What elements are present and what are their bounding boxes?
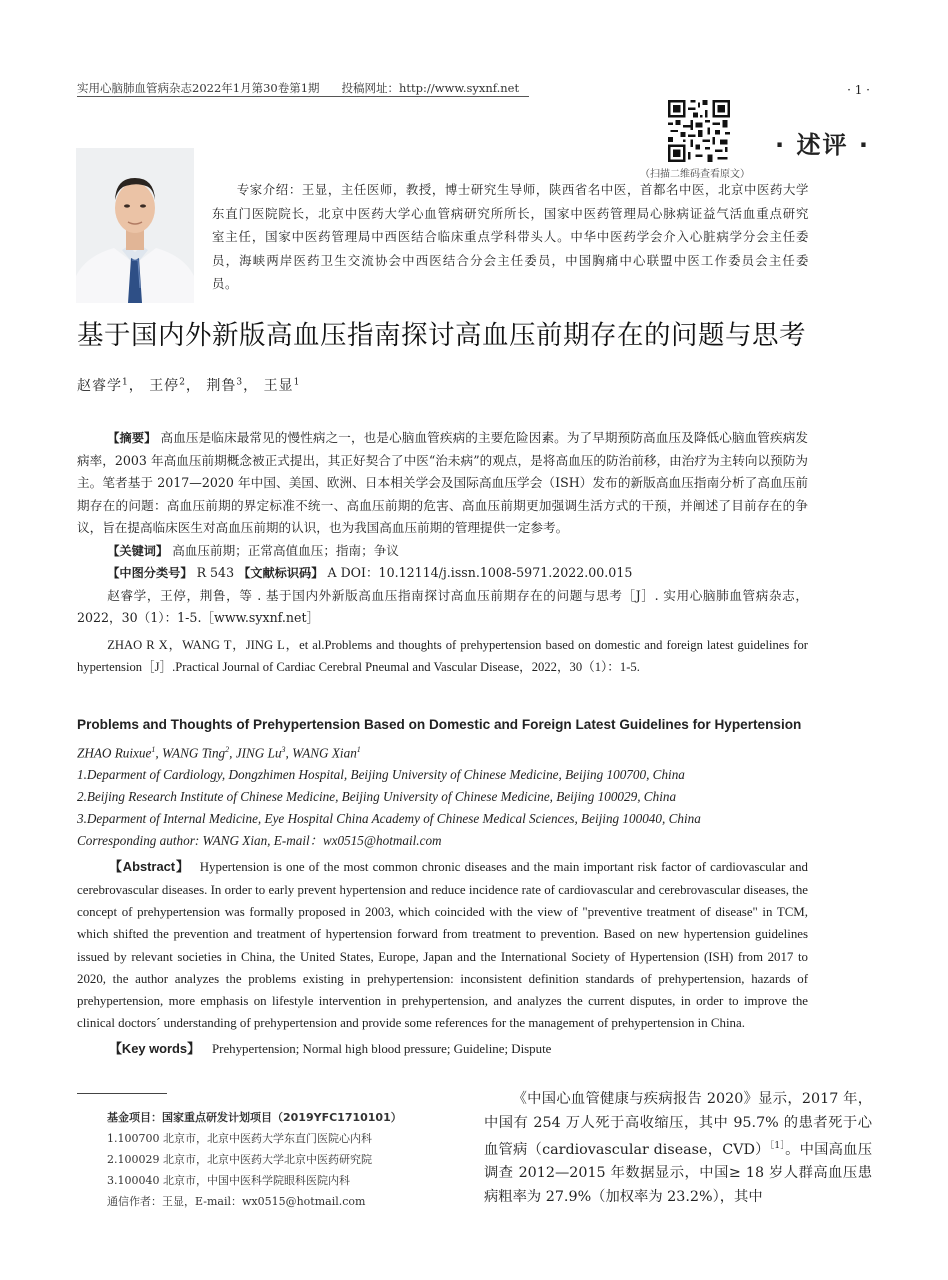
corresponding-author: Corresponding author: WANG Xian, E-mail：wx0515@hotmail.com — [77, 833, 442, 849]
affiliation: 1.Deparment of Cardiology, Dongzhimen Hospital, Beijing University of Chinese Medicine, Beijing 100700, China — [77, 767, 685, 783]
citation-cn: 赵睿学，王停，荆鲁，等 . 基于国内外新版高血压指南探讨高血压前期存在的问题与思考［J］. 实用心脑肺血管病杂志，2022，30（1）：1-5.［www.syxnf.net］ — [77, 587, 808, 625]
affiliation: 3.Deparment of Internal Medicine, Eye Hospital China Academy of Chinese Medical Sciences, Beijing 100040, China — [77, 811, 701, 827]
footnote-line: 1.100700 北京市，北京中医药大学东直门医院心内科 — [107, 1132, 372, 1145]
author-name: 荆鲁 — [206, 378, 237, 394]
abstract-en-text: Hypertension is one of the most common chronic diseases and the main important risk factor of cardiovascular and cerebrovascular diseases. In order to early prevent hypertension and reduce incidence rate of cardiovascular and cerebrovascular diseases, the concept of prehypertension was formally proposed in 2003, which coincided with the view of "preventive treatment of disease" in TCM, which shifted the prevention and treatment of hypertension forward from treatment to prevention. Based on new hypertension guidelines issued by relevant societies in China, the United States, Europe, Japan and the International Society of Hypertension (ISH) from 2017 to 2020, the author analyzes the problems existing in prehypertension: inconsistent definition standards of prehypertension, hazards of prehypertension, more emphasis on lifestyle intervention in prehypertension, and analyzes the current disputes, in order to improve the clinical doctors´ understanding of prehypertension and provide some references for the management of prehypertension in China. — [77, 860, 808, 1031]
author-affiliation-mark: 1 — [356, 745, 361, 754]
fund-note: 基金项目：国家重点研发计划项目（2019YFC1710101） — [107, 1111, 402, 1124]
author-name: 王显 — [263, 378, 294, 394]
page-number: · 1 · — [847, 83, 870, 97]
author-affiliation-mark: 1 — [151, 745, 156, 754]
expert-photo — [76, 148, 194, 303]
keywords-en-text: Prehypertension; Normal high blood pressure; Guideline; Dispute — [211, 1041, 552, 1056]
footnote-line: 通信作者：王显，E-mail：wx0515@hotmail.com — [107, 1195, 366, 1208]
keywords-cn-label: 【关键词】 — [107, 543, 169, 558]
author-name: WANG Xian — [292, 745, 357, 761]
footnote-line: 2.100029 北京市，北京中医药大学北京中医药研究院 — [107, 1153, 372, 1166]
author-name: 王停 — [149, 378, 180, 394]
reference-mark[interactable]: ［1］ — [769, 1141, 786, 1151]
body-text-column — [484, 1088, 872, 1209]
header-rule — [77, 96, 529, 97]
classification-line — [77, 562, 808, 585]
doc-code-value: A — [327, 565, 337, 580]
author-affiliation-mark: 2 — [225, 745, 230, 754]
abstract-en-label: 【Abstract】 — [109, 859, 190, 875]
article-title: 基于国内外新版高血压指南探讨高血压前期存在的问题与思考 — [77, 320, 806, 351]
abstract-cn — [77, 427, 808, 540]
author-affiliation-mark: 1 — [293, 377, 301, 388]
english-title: Problems and Thoughts of Prehypertension Based on Domestic and Foreign Latest Guidelines for Hypertension — [77, 717, 802, 732]
affiliation: 2.Beijing Research Institute of Chinese Medicine, Beijing University of Chinese Medicine, Beijing 100029, China — [77, 789, 677, 805]
submission-url[interactable]: 投稿网址：http://www.syxnf.net — [341, 81, 520, 95]
chinese-abstract-block — [77, 427, 808, 679]
keywords-cn-text: 高血压前期；正常高值血压；指南；争议 — [172, 542, 399, 558]
author-affiliation-mark: 3 — [236, 377, 244, 388]
abstract-en — [77, 856, 808, 1034]
english-abstract-block — [77, 716, 808, 1060]
doc-code-label: 【文献标识码】 — [238, 566, 324, 580]
qr-code-icon — [668, 100, 730, 162]
author-name: 赵睿学 — [77, 378, 122, 394]
abstract-cn-label: 【摘要】 — [107, 431, 157, 445]
author-name: WANG Ting — [161, 745, 226, 761]
doi[interactable]: DOI：10.12114/j.issn.1008-5971.2022.00.015 — [340, 565, 633, 580]
footnotes — [107, 1107, 467, 1212]
author-affiliation-mark: 1 — [122, 377, 129, 388]
author-affiliation-mark: 3 — [281, 745, 286, 754]
body-text: 。中国高血压调查 2012—2015 年数据显示，中国≥ 18 岁人群高血压患病粗率为 27.9%（加权率为 23.2%），其中 — [484, 1141, 872, 1205]
footnote-line: 3.100040 北京市，中国中医科学院眼科医院内科 — [107, 1174, 350, 1187]
author-affiliation-mark: 2 — [179, 377, 186, 388]
section-label: · 述评 · — [775, 131, 870, 159]
citation-en: ZHAO R X，WANG T，JING L，et al.Problems and thoughts of prehypertension based on domestic and foreign latest guidelines for hypertension［J］.Practical Journal of Cardiac Cerebral Pneumal and Vascular Disease，2022，30（1）：1-5. — [77, 637, 808, 674]
footnote-rule — [77, 1093, 167, 1094]
qr-caption: （扫描二维码查看原文） — [640, 169, 750, 180]
body-paragraph — [484, 1088, 872, 1209]
keywords-en-label: 【Key words】 — [109, 1040, 200, 1056]
author-name: ZHAO Ruixue — [77, 745, 152, 761]
clc-value: R 543 — [196, 565, 235, 580]
expert-introduction: 专家介绍：王显，主任医师，教授，博士研究生导师，陕西省名中医，首都名中医，北京中医药大学东直门医院院长，北京中医药大学心血管病研究所所长，国家中医药管理局心脉病证益气活血重点研究室主任，国家中医药管理局中西医结合临床重点学科带头人。中华中医药学会介入心脏病学分会主任委员，海峡两岸医药卫生交流协会中西医结合分会主任委员，中国胸痛中心联盟中医工作委员会主任委员。 — [212, 182, 809, 291]
keywords-cn — [77, 540, 808, 563]
clc-label: 【中图分类号】 — [107, 566, 193, 580]
abstract-cn-text: 高血压是临床最常见的慢性病之一，也是心脑血管疾病的主要危险因素。为了早期预防高血压及降低心脑血管疾病发病率，2003 年高血压前期概念被正式提出，其正好契合了中医“治未病”的观点，是将高血压的防治前移，由治疗为主转向以预防为主。笔者基于 2017—2020 年中国、美国、欧洲、日本相关学会及国际高血压学会（ISH）发布的新版高血压指南分析了高血压前期存在的问题：高血压前期的界定标准不统一、高血压前期的危害、高血压前期更加强调生活方式的干预，并阐述了目前存在的争议，旨在提高临床医生对高血压前期的认识，也为我国高血压前期的管理提供一定参考。 — [77, 430, 808, 535]
keywords-en — [77, 1038, 808, 1060]
author-name: JING Lu — [235, 745, 282, 761]
author-list: 赵睿学$^1$， 王停$^2$， 荆鲁$^3$， 王显$^1$ — [77, 377, 301, 394]
english-authors: ZHAO Ruixue$^1$, WANG Ting$^2$, JING Lu$^3$, WANG Xian$^1$ — [77, 745, 361, 761]
journal-info: 实用心脑肺血管病杂志2022年1月第30卷第1期 — [77, 81, 320, 95]
running-head — [77, 80, 519, 96]
body-text: 《中国心血管健康与疾病报告 2020》显示，2017 年，中国有 254 万人死于高收缩压，其中 95.7% 的患者死于心血管病（cardiovascular disease，CVD） — [484, 1091, 872, 1158]
